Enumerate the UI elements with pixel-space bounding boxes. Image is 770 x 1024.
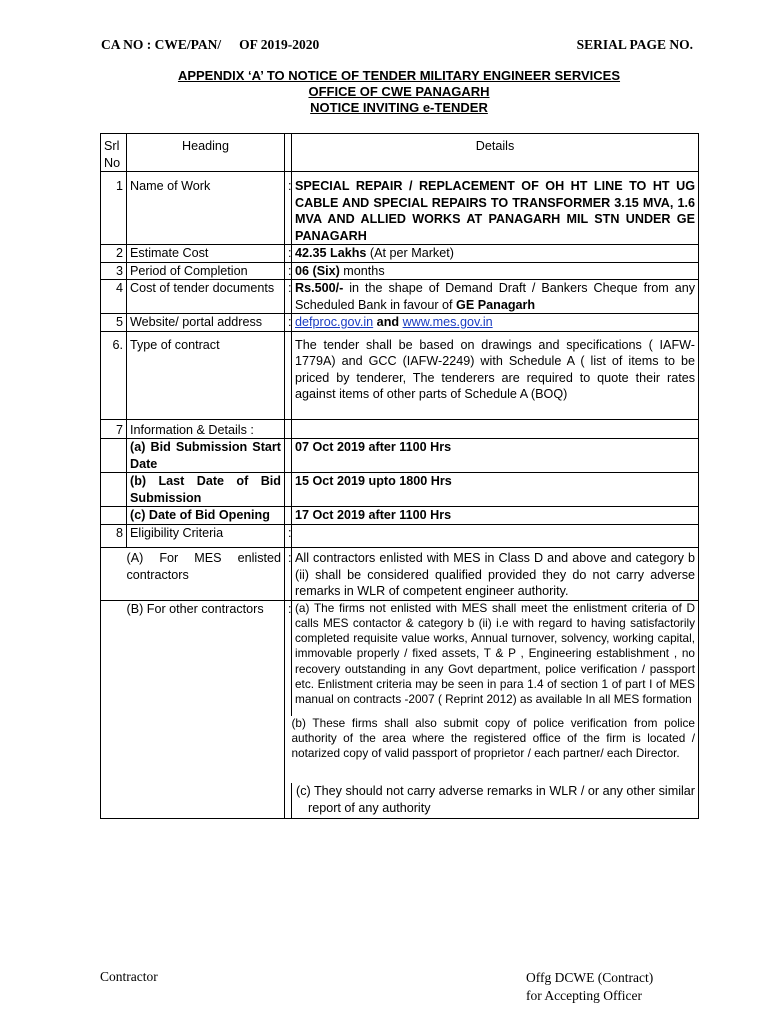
table-row <box>101 262 699 280</box>
header-serial-page: SERIAL PAGE NO. <box>576 37 693 52</box>
bid-opening-label: (c) Date of Bid Opening <box>127 507 285 525</box>
table-row <box>101 314 699 332</box>
row-colon <box>285 783 292 819</box>
accepting-officer-signature <box>526 969 653 1005</box>
tender-table <box>100 133 699 819</box>
website-detail <box>292 314 699 332</box>
officer-role: for Accepting Officer <box>526 988 642 1003</box>
bid-last-label: (b) Last Date of Bid Submission <box>127 473 285 507</box>
row-number <box>101 783 127 819</box>
row-heading: Website/ portal address <box>127 314 285 332</box>
row-number: 1 <box>101 172 127 245</box>
row-heading: Eligibility Criteria <box>127 524 285 548</box>
estimate-cost-detail <box>292 245 699 263</box>
estimate-note: (At per Market) <box>366 246 454 260</box>
mes-enlisted-detail: All contractors enlisted with MES in Class D and above and category b (ii) shall be considered qualified provided they do not carry adverse remarks in WLR of competent engineer authority. <box>292 548 699 601</box>
period-detail <box>292 262 699 280</box>
period-unit: months <box>339 263 385 278</box>
tender-cost-amount: Rs.500/- <box>295 281 344 295</box>
table-row <box>101 600 699 716</box>
name-of-work-detail: SPECIAL REPAIR / REPLACEMENT OF OH HT LINE TO HT UG CABLE AND SPECIAL REPAIRS TO TRANSFORMER 3.15 MVA, 1.6 MVA AND ALLIED WORKS AT PANAGARH MIL STN UNDER GE PANAGARH <box>292 172 699 245</box>
row-colon: : <box>285 600 292 716</box>
row-colon <box>285 507 292 525</box>
other-contractors-label: (B) For other contractors <box>127 600 285 716</box>
header-srl: Srl No <box>101 134 127 172</box>
tender-cost-detail <box>292 280 699 314</box>
row-colon: : <box>285 314 292 332</box>
contract-type-detail: The tender shall be based on drawings and specifications ( IAFW-1779A) and GCC (IAFW-2249) with Schedule A ( list of items to be priced by tenderer, The tenderers are required to quote their rates against items of other parts of Schedule A (BOQ) <box>292 331 699 419</box>
table-row <box>101 419 699 439</box>
row-colon <box>285 331 292 419</box>
row-heading <box>127 783 285 819</box>
defproc-link[interactable]: defproc.gov.in <box>295 315 374 329</box>
table-header-row <box>101 134 699 172</box>
table-row <box>101 783 699 819</box>
table-row <box>101 245 699 263</box>
row-number <box>101 716 127 784</box>
year-text: OF 2019-2020 <box>239 37 320 52</box>
header-details: Details <box>292 134 699 172</box>
period-value: 06 (Six) <box>295 263 340 278</box>
row-number: 5 <box>101 314 127 332</box>
row-colon: : <box>285 548 292 601</box>
header-ca-no <box>101 37 319 53</box>
row-number: 6. <box>101 331 127 419</box>
other-contractors-detail-c: (c) They should not carry adverse remarks in WLR / or any other similar report of any authority <box>292 783 699 819</box>
row-colon: : <box>285 262 292 280</box>
row-number <box>101 507 127 525</box>
table-row <box>101 331 699 419</box>
row-number: 7 <box>101 419 127 439</box>
row-colon <box>285 419 292 439</box>
row-colon <box>285 439 292 473</box>
row-number <box>101 548 127 601</box>
row-colon: : <box>285 280 292 314</box>
table-row <box>101 439 699 473</box>
bid-start-value: 07 Oct 2019 after 1100 Hrs <box>292 439 699 473</box>
mes-enlisted-label: (A) For MES enlisted contractors <box>127 548 285 601</box>
row-colon: : <box>285 172 292 245</box>
header-colon-cell <box>285 134 292 172</box>
bid-start-label: (a) Bid Submission Start Date <box>127 439 285 473</box>
header-heading: Heading <box>127 134 285 172</box>
table-row <box>101 507 699 525</box>
eligibility-blank <box>292 524 699 548</box>
other-contractors-detail-a: (a) The firms not enlisted with MES shall meet the enlistment criteria of D calls MES contactor & category b (ii) i.e with regard to having satisfactorily completed requisite value works, Annual turnover, solvency, working capital, immovable properly / fixed assets, T & P , Engineering establishment , no recovery outstanding in any Govt department, police verification / passport etc. Enlistment criteria may be seen in para 1.4 of section 1 of part I of MES manual on contracts -2007 ( Reprint 2012) as available In all MES formation <box>292 600 699 716</box>
row-number: 2 <box>101 245 127 263</box>
bid-last-value: 15 Oct 2019 upto 1800 Hrs <box>292 473 699 507</box>
row-number: 3 <box>101 262 127 280</box>
title-office: OFFICE OF CWE PANAGARH <box>308 84 490 99</box>
row-colon: : <box>285 524 292 548</box>
title-appendix: APPENDIX ‘A’ TO NOTICE OF TENDER MILITARY ENGINEER SERVICES <box>177 68 621 83</box>
row-colon <box>285 473 292 507</box>
row-number <box>101 439 127 473</box>
title-notice: NOTICE INVITING e-TENDER <box>310 100 488 115</box>
document-titles <box>100 68 698 116</box>
tender-cost-favour: GE Panagarh <box>456 297 536 312</box>
table-row <box>101 473 699 507</box>
mes-link[interactable]: www.mes.gov.in <box>402 315 493 329</box>
table-row <box>101 172 699 245</box>
row-number: 8 <box>101 524 127 548</box>
row-heading <box>127 716 285 784</box>
other-contractors-detail-b: (b) These firms shall also submit copy of police verification from police authority of the area where the registered office of the firm is located / notarized copy of valid passport of proprietor / each partner/ each Director. <box>292 716 699 784</box>
contractor-signature-label: Contractor <box>100 969 158 984</box>
info-blank <box>292 419 699 439</box>
row-heading: Estimate Cost <box>127 245 285 263</box>
row-colon: : <box>285 245 292 263</box>
row-heading: Name of Work <box>127 172 285 245</box>
row-heading: Cost of tender documents <box>127 280 285 314</box>
bid-opening-value: 17 Oct 2019 after 1100 Hrs <box>292 507 699 525</box>
table-row <box>101 524 699 548</box>
row-heading: Period of Completion <box>127 262 285 280</box>
table-row <box>101 280 699 314</box>
row-heading: Information & Details : <box>127 419 285 439</box>
row-colon <box>285 716 292 784</box>
table-row <box>101 716 699 784</box>
officer-title: Offg DCWE (Contract) <box>526 970 654 985</box>
tender-cost-note: in the shape of Demand Draft / Bankers Cheque from any Scheduled Bank in favour of <box>295 281 695 312</box>
row-number <box>101 600 127 716</box>
row-number <box>101 473 127 507</box>
ca-no-text: CA NO : CWE/PAN/ <box>101 37 222 52</box>
website-and: and <box>373 315 403 329</box>
estimate-amount: 42.35 Lakhs <box>295 246 367 260</box>
row-number: 4 <box>101 280 127 314</box>
row-heading: Type of contract <box>127 331 285 419</box>
table-row <box>101 548 699 601</box>
